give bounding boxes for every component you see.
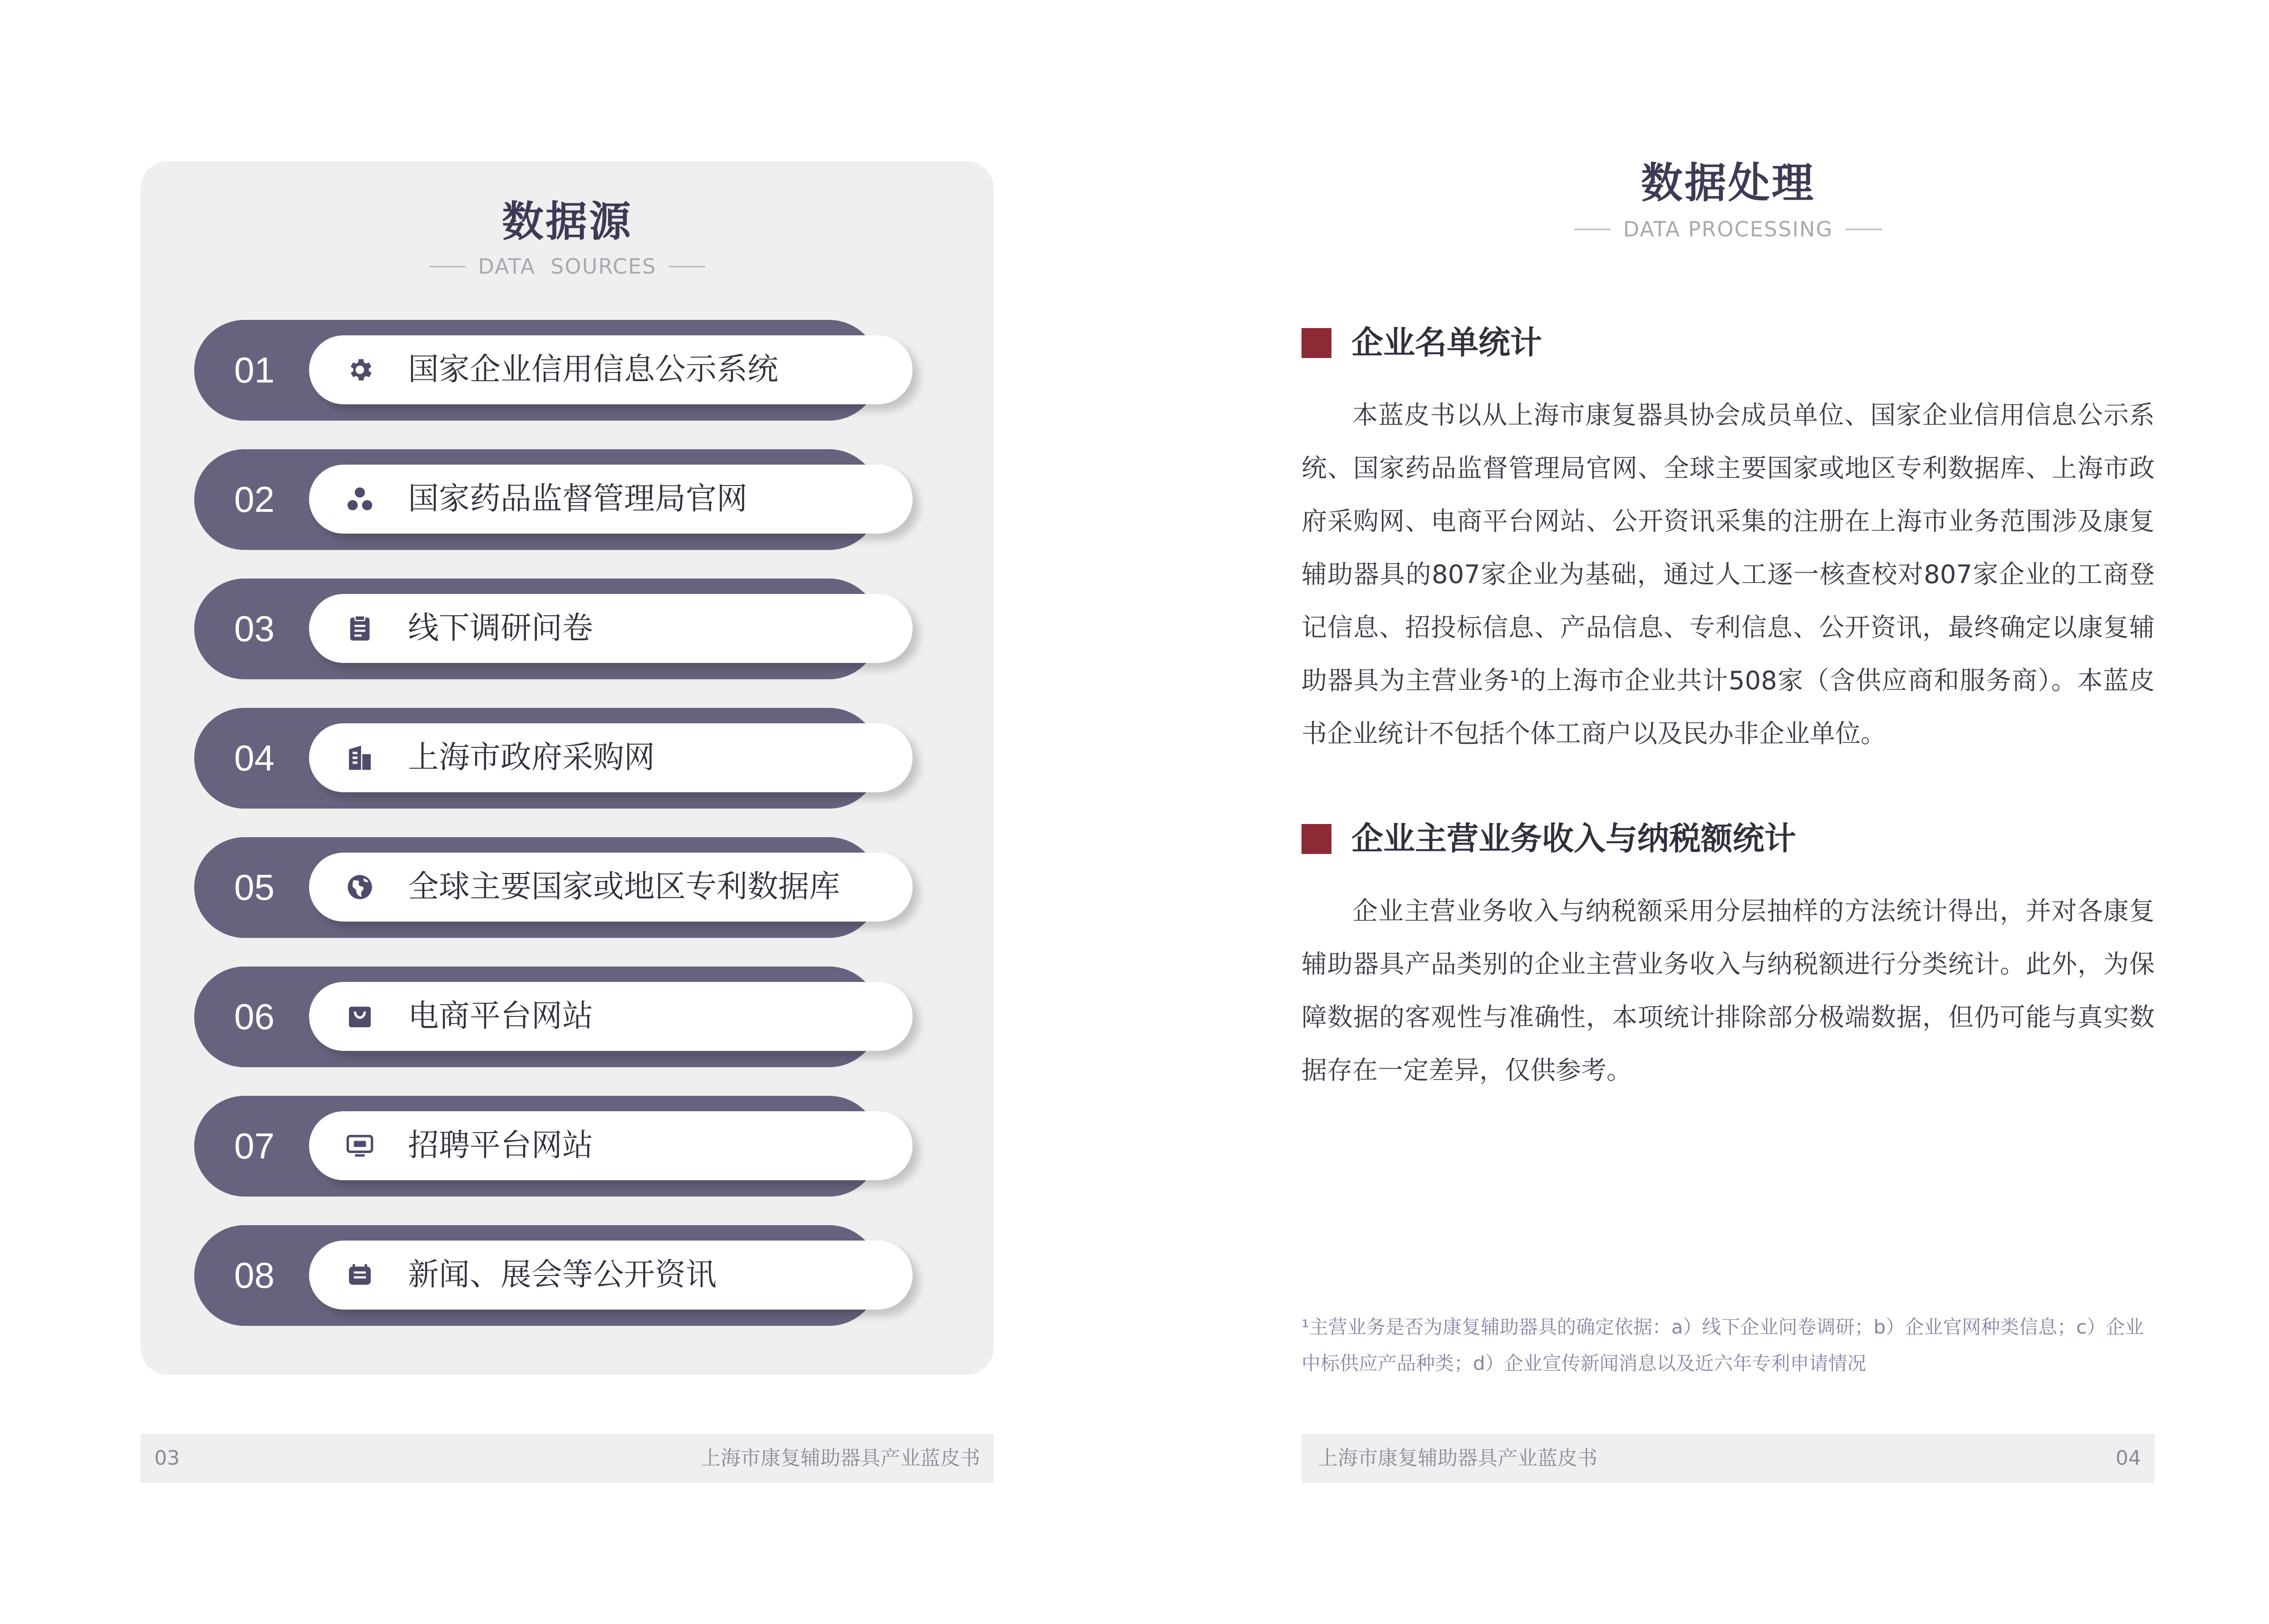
globe-icon	[345, 873, 374, 902]
book-title: 上海市康复辅助器具产业蓝皮书	[1318, 1447, 1597, 1470]
divider	[429, 266, 466, 267]
source-label: 上海市政府采购网	[408, 740, 655, 775]
source-item	[194, 579, 916, 679]
source-number: 08	[234, 1255, 275, 1295]
source-number: 05	[234, 867, 275, 908]
source-number: 01	[234, 350, 275, 390]
footnote: ¹主营业务是否为康复辅助器具的确定依据：a）线下企业问卷调研；b）企业官网种类信息；c）企业中标供应产品种类；d）企业宣传新闻消息以及近六年专利申请情况	[1301, 1316, 2144, 1374]
source-item	[194, 449, 916, 550]
source-item	[194, 1225, 916, 1326]
clipboard-icon	[345, 614, 374, 643]
source-number: 04	[234, 738, 275, 778]
news-icon	[345, 1261, 374, 1290]
source-number: 03	[234, 608, 275, 649]
source-card	[309, 853, 913, 922]
section-marker	[1301, 328, 1331, 358]
subtitle-text: DATA PROCESSING	[1623, 217, 1833, 241]
page-footer-left	[141, 1434, 994, 1483]
source-card	[309, 1111, 913, 1180]
source-label: 国家药品监督管理局官网	[408, 481, 748, 517]
page-number: 04	[2116, 1447, 2141, 1470]
section-paragraph: 本蓝皮书以从上海市康复器具协会成员单位、国家企业信用信息公示系统、国家药品监督管理局官网、全球主要国家或地区专利数据库、上海市政府采购网、电商平台网站、公开资讯采集的注册在上海市业务范围涉及康复辅助器具的807家企业为基础，通过人工逐一核查校对807家企业的工商登记信息、招投标信息、产品信息、专利信息、公开资讯，最终确定以康复辅助器具为主营业务¹的上海市企业共计508家（含供应商和服务商）。本蓝皮书企业统计不包括个体工商户以及民办非企业单位。	[1301, 401, 2155, 749]
source-card	[309, 723, 913, 792]
source-item	[194, 967, 916, 1067]
data-sources-panel	[141, 161, 994, 1375]
section-paragraph: 企业主营业务收入与纳税额采用分层抽样的方法统计得出，并对各康复辅助器具产品类别的企业主营业务收入与纳税额进行分类统计。此外，为保障数据的客观性与准确性，本项统计排除部分极端数据，但仍可能与真实数据存在一定差异，仅供参考。	[1301, 897, 2155, 1085]
source-label: 电商平台网站	[408, 998, 594, 1034]
divider	[1574, 229, 1611, 230]
source-label: 国家企业信用信息公示系统	[408, 352, 779, 388]
page-title: 数据处理	[1640, 159, 1815, 207]
source-card	[309, 1241, 913, 1310]
source-number: 07	[234, 1126, 275, 1166]
section-heading-text: 企业主营业务收入与纳税额统计	[1351, 820, 1796, 857]
recruit-monitor-icon	[345, 1131, 374, 1160]
page-subtitle	[141, 254, 994, 279]
source-card	[309, 335, 913, 404]
source-number: 06	[234, 996, 275, 1037]
source-card	[309, 465, 913, 534]
source-item	[194, 320, 916, 421]
source-label: 招聘平台网站	[408, 1128, 594, 1163]
source-card	[309, 594, 913, 663]
source-card	[309, 982, 913, 1051]
building-icon	[345, 743, 374, 772]
page-title: 数据源	[501, 197, 633, 246]
cluster-icon	[345, 485, 374, 514]
page-subtitle	[1301, 217, 2155, 241]
gear-icon	[345, 355, 374, 384]
page-number: 03	[154, 1447, 180, 1470]
book-title: 上海市康复辅助器具产业蓝皮书	[701, 1447, 980, 1470]
source-number: 02	[234, 479, 275, 520]
source-label: 新闻、展会等公开资讯	[408, 1257, 717, 1293]
shopping-bag-icon	[345, 1002, 374, 1031]
source-label: 线下调研问卷	[408, 610, 594, 646]
section-marker	[1301, 824, 1331, 854]
source-label: 全球主要国家或地区专利数据库	[408, 869, 840, 905]
divider	[669, 266, 705, 267]
source-item	[194, 1096, 916, 1197]
divider	[1846, 229, 1882, 230]
page-footer-right	[1301, 1434, 2155, 1483]
source-item	[194, 708, 916, 809]
subtitle-text: DATA SOURCES	[478, 254, 657, 279]
section-heading-text: 企业名单统计	[1351, 324, 1542, 361]
source-item	[194, 837, 916, 938]
